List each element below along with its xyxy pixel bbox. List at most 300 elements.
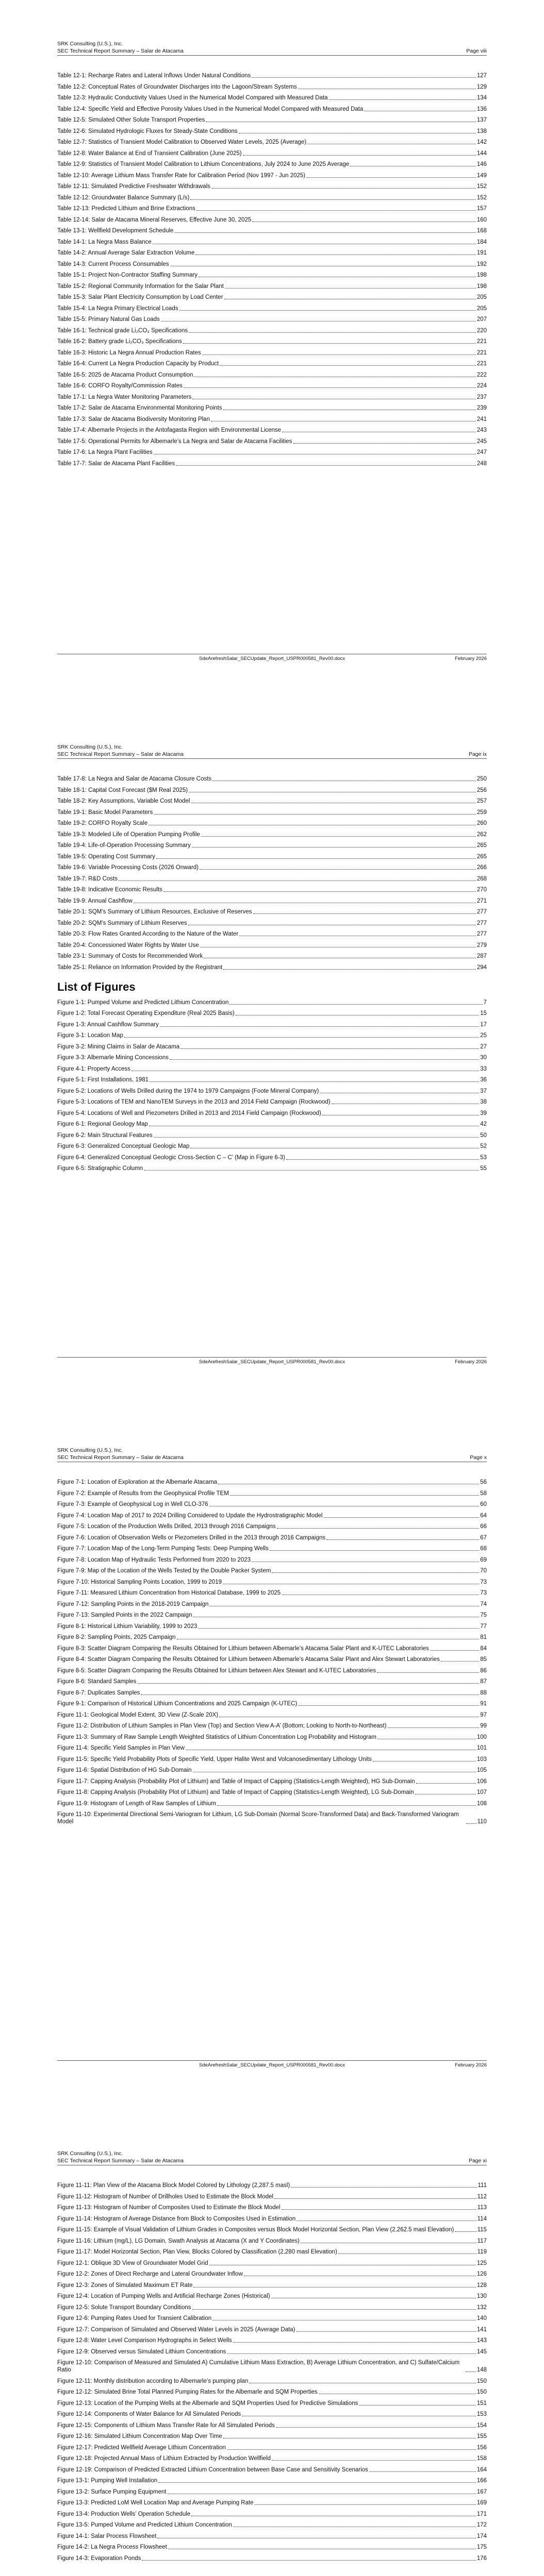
toc-page-number[interactable]: 84 (480, 1645, 487, 1652)
toc-entry[interactable] (57, 2359, 487, 2374)
toc-entry-title[interactable]: Figure 12-1: Oblique 3D View of Groundwater Model Grid (57, 2260, 208, 2266)
toc-entry-title[interactable]: Figure 4-1: Property Access (57, 1065, 130, 1072)
toc-entry[interactable] (57, 875, 487, 883)
toc-entry[interactable] (57, 908, 487, 916)
toc-entry[interactable] (57, 1556, 487, 1564)
toc-page-number[interactable]: 77 (480, 1623, 487, 1630)
toc-entry[interactable] (57, 1110, 487, 1117)
toc-entry-title[interactable]: Figure 6-1: Regional Geology Map (57, 1121, 148, 1127)
toc-page-number[interactable]: 115 (477, 2227, 487, 2233)
toc-entry[interactable] (57, 1667, 487, 1674)
toc-entry[interactable] (57, 920, 487, 927)
toc-page-number[interactable]: 151 (476, 2400, 487, 2406)
toc-entry-title[interactable]: Table 20-2: SQM’s Summary of Lithium Reserves (57, 920, 187, 926)
toc-page-number[interactable]: 114 (477, 2215, 487, 2222)
toc-entry[interactable] (57, 72, 487, 79)
toc-page-number[interactable]: 53 (480, 1154, 487, 1161)
toc-page-number[interactable]: 169 (476, 2500, 487, 2506)
toc-page-number[interactable]: 168 (476, 228, 487, 234)
toc-entry[interactable] (57, 1678, 487, 1685)
toc-entry-title[interactable]: Table 17-8: La Negra and Salar de Atacama Closure Costs (57, 776, 212, 782)
toc-entry[interactable] (57, 360, 487, 367)
toc-entry[interactable] (57, 416, 487, 423)
toc-entry-title[interactable]: Figure 12-4: Location of Pumping Wells and Artificial Recharge Zones (Historical) (57, 2293, 270, 2299)
toc-page-number[interactable]: 146 (476, 161, 487, 167)
toc-entry[interactable] (57, 1512, 487, 1519)
toc-entry-title[interactable]: Table 15-2: Regional Community Information for the Salar Plant (57, 283, 224, 290)
toc-entry[interactable] (57, 2455, 487, 2462)
toc-page-number[interactable]: 91 (480, 1701, 487, 1707)
toc-entry[interactable] (57, 2477, 487, 2484)
toc-entry-title[interactable]: Table 12-2: Conceptual Rates of Groundwater Discharges into the Lagoon/Stream Systems (57, 83, 297, 90)
toc-entry[interactable] (57, 83, 487, 91)
toc-entry[interactable] (57, 2315, 487, 2322)
toc-entry-title[interactable]: Figure 3-2: Mining Claims in Salar de Atacama (57, 1043, 180, 1050)
toc-page-number[interactable]: 160 (476, 216, 487, 223)
toc-page-number[interactable]: 73 (480, 1590, 487, 1596)
toc-page-number[interactable]: 126 (476, 2271, 487, 2277)
toc-entry[interactable] (57, 942, 487, 949)
toc-entry-title[interactable]: Figure 7-12: Sampling Points in the 2018-2019 Campaign (57, 1601, 209, 1607)
toc-entry-title[interactable]: Figure 7-3: Example of Geophysical Log in Well CLO-376 (57, 1501, 208, 1507)
toc-page-number[interactable]: 125 (476, 2260, 487, 2266)
toc-page-number[interactable]: 260 (476, 820, 487, 826)
toc-page-number[interactable]: 145 (476, 2348, 487, 2355)
toc-entry-title[interactable]: Table 18-1: Capital Cost Forecast ($M Real 2025) (57, 787, 188, 793)
toc-entry[interactable] (57, 831, 487, 838)
toc-page-number[interactable]: 198 (476, 283, 487, 290)
toc-entry-title[interactable]: Table 19-7: R&D Costs (57, 875, 118, 882)
toc-entry[interactable] (57, 897, 487, 905)
toc-entry-title[interactable]: Figure 11-7: Capping Analysis (Probability Plot of Lithium) and Table of Impact of Capping (Statistics-Length Weighted), HG Sub-Domain (57, 1778, 415, 1785)
toc-entry-title[interactable]: Figure 12-2: Zones of Direct Recharge and Lateral Groundwater Inflow (57, 2271, 243, 2277)
toc-entry[interactable] (57, 194, 487, 201)
toc-entry-title[interactable]: Figure 12-18: Projected Annual Mass of Lithium Extracted by Production Wellfield (57, 2455, 271, 2462)
toc-entry[interactable] (57, 1778, 487, 1785)
toc-page-number[interactable]: 128 (476, 2282, 487, 2289)
toc-entry-title[interactable]: Table 12-13: Predicted Lithium and Brine Extractions (57, 206, 195, 212)
toc-entry[interactable] (57, 1098, 487, 1106)
toc-entry-title[interactable]: Figure 12-3: Zones of Simulated Maximum ET Rate (57, 2282, 193, 2289)
toc-entry[interactable] (57, 205, 487, 212)
toc-page-number[interactable]: 148 (476, 2367, 487, 2373)
toc-entry[interactable] (57, 2337, 487, 2344)
toc-entry-title[interactable]: Figure 12-16: Simulated Lithium Concentration Map Over Time (57, 2433, 222, 2439)
toc-entry[interactable] (57, 1021, 487, 1028)
toc-entry-title[interactable]: Table 17-6: La Negra Plant Facilities (57, 449, 153, 455)
toc-page-number[interactable]: 111 (477, 2182, 487, 2189)
toc-entry-title[interactable]: Figure 11-3: Summary of Raw Sample Length Weighted Statistics of Lithium Concentration Log Probability and Histogram (57, 1734, 376, 1740)
toc-entry-title[interactable]: Figure 3-1: Location Map (57, 1032, 123, 1039)
toc-entry[interactable] (57, 394, 487, 401)
toc-entry-title[interactable]: Figure 1-3: Annual Cashflow Summary (57, 1021, 159, 1028)
toc-page-number[interactable]: 224 (476, 383, 487, 389)
toc-entry-title[interactable]: Table 16-2: Battery grade Li₂CO₃ Specifications (57, 338, 182, 345)
toc-entry-title[interactable]: Table 16-4: Current La Negra Production Capacity by Product (57, 361, 219, 367)
toc-entry-title[interactable]: Table 16-5: 2025 de Atacama Product Consumption (57, 371, 193, 378)
toc-entry-title[interactable]: Figure 12-8: Water Level Comparison Hydrographs in Select Wells (57, 2337, 232, 2344)
toc-entry[interactable] (57, 161, 487, 168)
toc-page-number[interactable]: 27 (480, 1043, 487, 1050)
toc-page-number[interactable]: 247 (476, 449, 487, 455)
toc-entry[interactable] (57, 1010, 487, 1017)
toc-entry[interactable] (57, 2466, 487, 2473)
toc-entry[interactable] (57, 1589, 487, 1597)
toc-page-number[interactable]: 42 (480, 1121, 487, 1127)
toc-entry[interactable] (57, 2215, 487, 2223)
toc-entry[interactable] (57, 438, 487, 445)
toc-page-number[interactable]: 152 (476, 194, 487, 201)
toc-page-number[interactable]: 88 (480, 1689, 487, 1696)
toc-entry-title[interactable]: Table 15-5: Primary Natural Gas Loads (57, 316, 160, 323)
toc-entry-title[interactable]: Figure 8-7: Duplicates Samples (57, 1689, 140, 1696)
toc-entry[interactable] (57, 999, 487, 1006)
toc-page-number[interactable]: 68 (480, 1546, 487, 1552)
toc-page-number[interactable]: 107 (476, 1789, 487, 1795)
toc-entry[interactable] (57, 1032, 487, 1039)
toc-page-number[interactable]: 134 (476, 95, 487, 101)
toc-entry[interactable] (57, 2238, 487, 2245)
toc-entry[interactable] (57, 2511, 487, 2518)
toc-entry-title[interactable]: Table 12-12: Groundwater Balance Summary (L/s) (57, 194, 190, 201)
toc-entry-title[interactable]: Table 19-1: Basic Model Parameters (57, 809, 153, 816)
toc-entry[interactable] (57, 2304, 487, 2311)
toc-entry-title[interactable]: Table 12-3: Hydraulic Conductivity Values Used in the Numerical Model Compared with Measured Data (57, 95, 328, 101)
toc-page-number[interactable]: 97 (480, 1711, 487, 1718)
toc-page-number[interactable]: 241 (476, 416, 487, 422)
toc-entry[interactable] (57, 1800, 487, 1807)
toc-entry[interactable] (57, 2193, 487, 2200)
toc-entry[interactable] (57, 2282, 487, 2289)
toc-entry-title[interactable]: Figure 11-14: Histogram of Average Distance from Block to Composites Used in Estimation (57, 2215, 296, 2222)
toc-entry[interactable] (57, 404, 487, 412)
toc-entry[interactable] (57, 842, 487, 849)
toc-page-number[interactable]: 266 (476, 865, 487, 871)
toc-page-number[interactable]: 259 (476, 809, 487, 816)
toc-entry[interactable] (57, 305, 487, 312)
toc-entry[interactable] (57, 2488, 487, 2496)
toc-entry-title[interactable]: Figure 14-3: Evaporation Ponds (57, 2555, 141, 2562)
toc-entry[interactable] (57, 2533, 487, 2540)
toc-entry[interactable] (57, 283, 487, 290)
toc-entry[interactable] (57, 1612, 487, 1619)
toc-entry[interactable] (57, 1132, 487, 1139)
toc-entry[interactable] (57, 809, 487, 816)
toc-entry-title[interactable]: Table 18-2: Key Assumptions, Variable Cost Model (57, 798, 190, 804)
toc-entry-title[interactable]: Table 17-5: Operational Permits for Albemarle’s La Negra and Salar de Atacama Facilities (57, 438, 292, 445)
toc-entry[interactable] (57, 1165, 487, 1172)
toc-entry-title[interactable]: Table 13-1: Wellfield Development Schedule (57, 228, 174, 234)
toc-page-number[interactable]: 192 (476, 261, 487, 267)
toc-entry-title[interactable]: Table 17-4: Albemarle Projects in the Antofagasta Region with Environmental License (57, 427, 282, 433)
toc-entry[interactable] (57, 2411, 487, 2418)
toc-entry-title[interactable]: Figure 12-11: Monthly distribution according to Albemarle’s pumping plan (57, 2378, 249, 2384)
toc-entry[interactable] (57, 2348, 487, 2355)
toc-entry[interactable] (57, 1789, 487, 1796)
toc-entry-title[interactable]: Figure 7-7: Location Map of the Long-Term Pumping Tests: Deep Pumping Wells (57, 1546, 269, 1552)
toc-entry-title[interactable]: Figure 6-5: Stratigraphic Column (57, 1165, 143, 1172)
toc-entry[interactable] (57, 227, 487, 234)
toc-entry-title[interactable]: Figure 7-10: Historical Sampling Points Location, 1999 to 2019 (57, 1579, 222, 1585)
toc-page-number[interactable]: 245 (476, 438, 487, 445)
toc-entry-title[interactable]: Figure 13-2: Surface Pumping Equipment (57, 2488, 167, 2495)
toc-entry-title[interactable]: Figure 5-2: Locations of Wells Drilled during the 1974 to 1979 Campaigns (Foote Mineral Company) (57, 1088, 319, 1094)
toc-entry-title[interactable]: Figure 7-8: Location Map of Hydraulic Tests Performed from 2020 to 2023 (57, 1556, 251, 1563)
toc-entry-title[interactable]: Table 15-3: Salar Plant Electricity Consumption by Load Center (57, 294, 223, 300)
toc-entry-title[interactable]: Figure 7-5: Location of the Production Wells Drilled, 2013 through 2016 Campaigns (57, 1523, 276, 1530)
toc-entry[interactable] (57, 1734, 487, 1741)
toc-entry-title[interactable]: Figure 12-6: Pumping Rates Used for Transient Calibration (57, 2315, 212, 2321)
toc-entry[interactable] (57, 294, 487, 301)
toc-page-number[interactable]: 55 (480, 1165, 487, 1172)
toc-page-number[interactable]: 154 (476, 2422, 487, 2429)
toc-entry-title[interactable]: Table 19-4: Life-of-Operation Processing Summary (57, 842, 191, 849)
toc-entry-title[interactable]: Table 12-14: Salar de Atacama Mineral Reserves, Effective June 30, 2025 (57, 216, 252, 223)
toc-page-number[interactable]: 262 (476, 831, 487, 838)
toc-entry[interactable] (57, 261, 487, 268)
toc-entry[interactable] (57, 2388, 487, 2396)
toc-page-number[interactable]: 155 (476, 2433, 487, 2439)
toc-entry-title[interactable]: Figure 8-6: Standard Samples (57, 1679, 137, 1685)
toc-page-number[interactable]: 140 (476, 2315, 487, 2321)
toc-entry[interactable] (57, 150, 487, 157)
toc-page-number[interactable]: 67 (480, 1534, 487, 1541)
toc-entry-title[interactable]: Figure 11-17: Model Horizontal Section, Plan View, Blocks Colored by Classification (2,280 masl Elevation) (57, 2249, 337, 2255)
toc-entry-title[interactable]: Figure 11-5: Specific Yield Probability Plots of Specific Yield, Upper Halite West and Volcanosedimentary Lithology Units (57, 1756, 372, 1762)
toc-entry[interactable] (57, 2270, 487, 2278)
toc-page-number[interactable]: 113 (477, 2205, 487, 2211)
toc-entry[interactable] (57, 2499, 487, 2506)
toc-entry[interactable] (57, 239, 487, 246)
toc-page-number[interactable]: 101 (476, 1745, 487, 1751)
toc-entry[interactable] (57, 2433, 487, 2440)
toc-entry-title[interactable]: Figure 11-16: Lithium (mg/L), LG Domain, Swath Analysis at Atacama (X and Y Coordinates) (57, 2238, 300, 2244)
toc-entry[interactable] (57, 798, 487, 805)
toc-entry[interactable] (57, 1811, 487, 1825)
toc-entry[interactable] (57, 106, 487, 113)
toc-page-number[interactable]: 117 (477, 2238, 487, 2244)
toc-entry-title[interactable]: Figure 12-13: Location of the Pumping Wells at the Albemarle and SQM Properties Used for Predictive Simulations (57, 2400, 358, 2406)
toc-page-number[interactable]: 136 (476, 106, 487, 112)
toc-entry-title[interactable]: Figure 11-15: Example of Visual Validation of Lithium Grades in Composites versus Block Model Horizontal Section, Plan View (2,262.5 masl Elevation) (57, 2227, 454, 2233)
toc-page-number[interactable]: 277 (476, 920, 487, 926)
toc-page-number[interactable]: 265 (476, 853, 487, 860)
toc-page-number[interactable]: 164 (476, 2466, 487, 2473)
toc-page-number[interactable]: 243 (476, 427, 487, 433)
toc-entry[interactable] (57, 2182, 487, 2189)
toc-page-number[interactable]: 221 (476, 361, 487, 367)
toc-page-number[interactable]: 106 (476, 1778, 487, 1785)
toc-entry-title[interactable]: Table 14-3: Current Process Consumables (57, 261, 169, 267)
toc-page-number[interactable]: 25 (480, 1032, 487, 1039)
toc-page-number[interactable]: 158 (476, 2455, 487, 2462)
toc-entry-title[interactable]: Table 19-9: Annual Cashflow (57, 897, 133, 904)
toc-page-number[interactable]: 56 (480, 1479, 487, 1485)
toc-page-number[interactable]: 143 (476, 2337, 487, 2344)
toc-entry-title[interactable]: Table 16-6: CORFO Royalty/Commission Rates (57, 383, 183, 389)
toc-entry-title[interactable]: Figure 7-2: Example of Results from the Geophysical Profile TEM (57, 1490, 229, 1497)
toc-entry[interactable] (57, 1143, 487, 1150)
toc-entry-title[interactable]: Table 17-7: Salar de Atacama Plant Facilities (57, 460, 175, 467)
toc-page-number[interactable]: 198 (476, 272, 487, 278)
toc-entry-title[interactable]: Table 12-7: Statistics of Transient Model Calibration to Observed Water Levels, 2025 (Average) (57, 139, 307, 145)
toc-entry[interactable] (57, 94, 487, 101)
toc-page-number[interactable]: 265 (476, 842, 487, 849)
toc-entry[interactable] (57, 1545, 487, 1552)
toc-page-number[interactable]: 167 (476, 2488, 487, 2495)
toc-page-number[interactable]: 256 (476, 787, 487, 793)
toc-entry-title[interactable]: Table 17-3: Salar de Atacama Biodiversity Monitoring Plan (57, 416, 210, 422)
toc-entry-title[interactable]: Figure 7-1: Location of Exploration at the Albemarle Atacama (57, 1479, 218, 1485)
toc-entry-title[interactable]: Figure 8-4: Scatter Diagram Comparing the Results Obtained for Lithium between Albemarle’s Atacama Salar Plant and Alex Stewart Laboratories (57, 1656, 440, 1663)
toc-entry[interactable] (57, 371, 487, 379)
toc-entry[interactable] (57, 930, 487, 938)
toc-page-number[interactable]: 271 (476, 897, 487, 904)
toc-entry-title[interactable]: Table 12-1: Recharge Rates and Lateral Inflows Under Natural Conditions (57, 73, 251, 79)
toc-page-number[interactable]: 220 (476, 327, 487, 334)
toc-page-number[interactable]: 50 (480, 1132, 487, 1139)
toc-page-number[interactable]: 268 (476, 875, 487, 882)
toc-entry[interactable] (57, 2444, 487, 2451)
toc-entry-title[interactable]: Figure 7-4: Location Map of 2017 to 2024 Drilling Considered to Update the Hydrostratigraphic Model (57, 1512, 323, 1519)
toc-entry[interactable] (57, 1711, 487, 1719)
toc-page-number[interactable]: 175 (476, 2544, 487, 2550)
toc-entry-title[interactable]: Figure 6-4: Generalized Conceptual Geologic Cross-Section C – C’ (Map in Figure 6-3) (57, 1154, 285, 1161)
toc-entry[interactable] (57, 1154, 487, 1161)
toc-entry-title[interactable]: Figure 11-10: Experimental Directional Semi-Variogram for Lithium, LG Sub-Domain (Normal Score-Transformed Data) and Back-Transformed Variogram Model (57, 1811, 459, 1825)
toc-entry-title[interactable]: Table 19-5: Operating Cost Summary (57, 853, 155, 860)
toc-page-number[interactable]: 279 (476, 942, 487, 948)
toc-entry-title[interactable]: Figure 12-5: Solute Transport Boundary Conditions (57, 2304, 191, 2311)
toc-entry[interactable] (57, 1767, 487, 1774)
toc-page-number[interactable]: 250 (476, 776, 487, 782)
toc-entry[interactable] (57, 172, 487, 179)
toc-entry-title[interactable]: Figure 6-2: Main Structural Features (57, 1132, 153, 1139)
toc-entry[interactable] (57, 2400, 487, 2407)
toc-page-number[interactable]: 277 (476, 909, 487, 915)
toc-entry-title[interactable]: Figure 8-1: Historical Lithium Variability, 1999 to 2023 (57, 1623, 197, 1630)
toc-entry-title[interactable]: Figure 11-13: Histogram of Number of Composites Used to Estimate the Block Model (57, 2205, 281, 2211)
toc-entry[interactable] (57, 1523, 487, 1530)
toc-entry[interactable] (57, 1645, 487, 1652)
toc-page-number[interactable]: 108 (476, 1800, 487, 1807)
toc-entry-title[interactable]: Table 12-10: Average Lithium Mass Transfer Rate for Calibration Period (Nov 1997 - Jun 2025) (57, 172, 306, 179)
toc-entry[interactable] (57, 1054, 487, 1061)
toc-entry-title[interactable]: Table 19-6: Variable Processing Costs (2026 Onward) (57, 865, 199, 871)
toc-page-number[interactable]: 127 (476, 73, 487, 79)
toc-entry[interactable] (57, 1689, 487, 1697)
toc-entry-title[interactable]: Figure 11-9: Histogram of Length of Raw Samples of Lithium (57, 1800, 216, 1807)
toc-page-number[interactable]: 207 (476, 316, 487, 323)
toc-entry[interactable] (57, 449, 487, 456)
toc-entry-title[interactable]: Figure 7-9: Map of the Location of the Wells Tested by the Double Packer System (57, 1568, 271, 1574)
toc-page-number[interactable]: 149 (476, 172, 487, 179)
toc-page-number[interactable]: 222 (476, 371, 487, 378)
toc-page-number[interactable]: 119 (477, 2249, 487, 2255)
toc-page-number[interactable]: 138 (476, 128, 487, 134)
toc-entry-title[interactable]: Figure 11-6: Spatial Distribution of HG Sub-Domain (57, 1767, 192, 1773)
toc-page-number[interactable]: 74 (480, 1601, 487, 1607)
toc-entry-title[interactable]: Table 14-1: La Negra Mass Balance (57, 239, 152, 245)
toc-page-number[interactable]: 66 (480, 1523, 487, 1530)
toc-entry-title[interactable]: Figure 12-9: Observed versus Simulated Lithium Concentrations (57, 2348, 226, 2355)
toc-entry-title[interactable]: Table 12-11: Simulated Predictive Freshwater Withdrawals (57, 183, 210, 190)
toc-page-number[interactable]: 166 (476, 2478, 487, 2484)
toc-page-number[interactable]: 172 (476, 2522, 487, 2528)
toc-entry-title[interactable]: Figure 5-4: Locations of Well and Piezometers Drilled in 2013 and 2014 Field Campaign (Rockwood) (57, 1110, 321, 1116)
toc-entry[interactable] (57, 460, 487, 467)
toc-entry[interactable] (57, 1479, 487, 1486)
toc-entry[interactable] (57, 116, 487, 124)
toc-page-number[interactable]: 294 (476, 964, 487, 971)
toc-page-number[interactable]: 17 (480, 1021, 487, 1028)
toc-entry-title[interactable]: Table 19-3: Modeled Life of Operation Pumping Profile (57, 831, 200, 838)
toc-entry[interactable] (57, 2204, 487, 2211)
toc-page-number[interactable]: 85 (480, 1656, 487, 1663)
toc-entry-title[interactable]: Table 16-3: Historic La Negra Annual Production Rates (57, 349, 201, 356)
toc-page-number[interactable]: 221 (476, 349, 487, 356)
toc-entry-title[interactable]: Figure 8-2: Sampling Points, 2025 Campaign (57, 1634, 176, 1640)
toc-page-number[interactable]: 87 (480, 1679, 487, 1685)
toc-entry[interactable] (57, 2260, 487, 2267)
toc-entry[interactable] (57, 853, 487, 860)
toc-page-number[interactable]: 69 (480, 1556, 487, 1563)
toc-entry-title[interactable]: Figure 3-3: Albemarle Mining Concessions (57, 1055, 169, 1061)
toc-page-number[interactable]: 248 (476, 460, 487, 467)
toc-page-number[interactable]: 60 (480, 1501, 487, 1507)
toc-entry-title[interactable]: Table 14-2: Annual Average Salar Extraction Volume (57, 250, 195, 256)
toc-page-number[interactable]: 52 (480, 1143, 487, 1149)
toc-entry[interactable] (57, 1121, 487, 1128)
toc-page-number[interactable]: 257 (476, 798, 487, 804)
toc-entry[interactable] (57, 2555, 487, 2562)
toc-entry-title[interactable]: Table 17-1: La Negra Water Monitoring Parameters (57, 394, 192, 400)
toc-entry-title[interactable]: Table 25-1: Reliance on Information Provided by the Registrant (57, 964, 223, 971)
toc-entry-title[interactable]: Figure 6-3: Generalized Conceptual Geologic Map (57, 1143, 190, 1149)
toc-entry-title[interactable]: Figure 13-1: Pumping Well Installation (57, 2478, 158, 2484)
toc-entry[interactable] (57, 886, 487, 893)
toc-entry[interactable] (57, 128, 487, 135)
toc-entry[interactable] (57, 1700, 487, 1707)
toc-entry[interactable] (57, 2293, 487, 2300)
toc-page-number[interactable]: 156 (476, 2444, 487, 2451)
toc-page-number[interactable]: 37 (480, 1088, 487, 1094)
toc-entry-title[interactable]: Figure 13-4: Production Wells’ Operation Schedule (57, 2511, 191, 2517)
toc-entry[interactable] (57, 1623, 487, 1630)
toc-page-number[interactable]: 239 (476, 405, 487, 411)
toc-entry-title[interactable]: Table 12-5: Simulated Other Solute Transport Properties (57, 117, 205, 123)
toc-entry[interactable] (57, 1579, 487, 1586)
toc-entry-title[interactable]: Figure 12-19: Comparison of Predicted Extracted Lithium Concentration between Base Case and Sensitivity Scenarios (57, 2466, 368, 2473)
toc-entry[interactable] (57, 1756, 487, 1763)
toc-page-number[interactable]: 73 (480, 1579, 487, 1585)
toc-entry[interactable] (57, 338, 487, 345)
toc-page-number[interactable]: 64 (480, 1512, 487, 1519)
toc-entry[interactable] (57, 1490, 487, 1497)
toc-entry[interactable] (57, 1722, 487, 1730)
toc-entry-title[interactable]: Table 12-4: Specific Yield and Effective Porosity Values Used in the Numerical Model Compared with Measured Data (57, 106, 364, 112)
toc-page-number[interactable]: 270 (476, 887, 487, 893)
toc-entry-title[interactable]: Figure 11-1: Geological Model Extent, 3D View (Z-Scale 20X) (57, 1711, 219, 1718)
toc-page-number[interactable]: 100 (476, 1734, 487, 1740)
toc-entry-title[interactable]: Table 15-4: La Negra Primary Electrical Loads (57, 305, 178, 312)
toc-entry[interactable] (57, 953, 487, 960)
toc-entry-title[interactable]: Figure 9-1: Comparison of Historical Lithium Concentrations and 2025 Campaign (K-UTEC) (57, 1701, 298, 1707)
toc-page-number[interactable]: 86 (480, 1667, 487, 1674)
toc-entry-title[interactable]: Figure 13-5: Pumped Volume and Predicted Lithium Concentration (57, 2522, 232, 2528)
toc-page-number[interactable]: 184 (476, 239, 487, 245)
toc-entry[interactable] (57, 2326, 487, 2333)
